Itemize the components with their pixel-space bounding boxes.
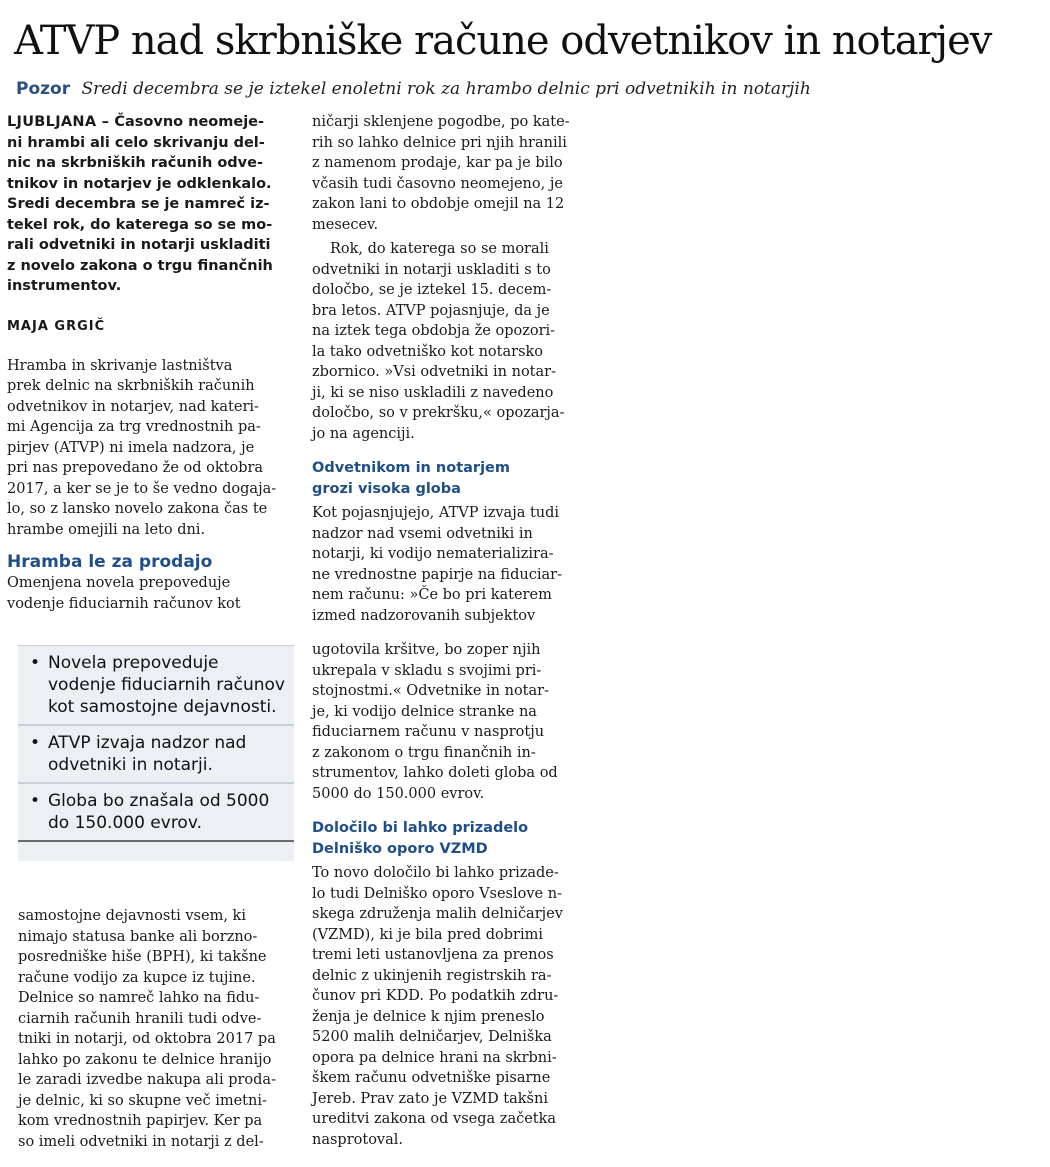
text-line: samostojne dejavnosti vsem, ki bbox=[18, 908, 246, 924]
text-line: la tako odvetniško kot notarsko bbox=[312, 343, 544, 360]
body-paragraph-2 bbox=[7, 573, 283, 614]
section-heading-line: Določilo bi lahko prizadelo bbox=[312, 820, 529, 836]
text-line: strumentov, lahko doleti globa od bbox=[312, 765, 558, 781]
text-line: delnic z ukinjenih registrskih ra- bbox=[312, 967, 552, 984]
highlight-item bbox=[18, 784, 294, 842]
text-line: mesecev. bbox=[312, 216, 379, 233]
text-line: skega združenja malih delničarjev bbox=[312, 906, 563, 922]
dateline: LJUBLJANA – bbox=[7, 114, 110, 130]
text-line: bra letos. ATVP pojasnjuje, da je bbox=[312, 302, 550, 319]
lead-line: z novelo zakona o trgu finančnih bbox=[7, 257, 273, 274]
section-heading bbox=[312, 458, 590, 499]
text-line: je delnic, ki so skupne več imetni- bbox=[18, 1092, 267, 1109]
text-line: odvetnikov in notarjev, nad kateri- bbox=[7, 398, 259, 415]
text-line: jo na agenciji. bbox=[312, 425, 415, 442]
text-line: ženja je delnice k njim preneslo bbox=[312, 1008, 545, 1025]
text-line: škem računu odvetniške pisarne bbox=[312, 1070, 551, 1086]
text-line: zbornico. »Vsi odvetniki in notar- bbox=[312, 364, 556, 380]
body-paragraph-6 bbox=[312, 503, 590, 626]
text-line: kom vrednostnih papirjev. Ker pa bbox=[18, 1113, 263, 1129]
text-line: ne vrednostne papirje na fiduciar- bbox=[312, 566, 562, 583]
author-byline: MAJA GRGIČ bbox=[7, 318, 106, 334]
text-line: vodenje fiduciarnih računov kot bbox=[7, 595, 241, 612]
text-line: lo, so z lansko novelo zakona čas te bbox=[7, 501, 268, 517]
highlight-text: ATVP izvaja nadzor nad odvetniki in notarji. bbox=[48, 733, 247, 775]
text-line: ničarji sklenjene pogodbe, po kate- bbox=[312, 114, 570, 130]
column-2 bbox=[312, 112, 590, 1150]
bullet-icon: • bbox=[30, 791, 41, 811]
text-line: ukrepala v skladu s svojimi pri- bbox=[312, 662, 542, 679]
section-heading-line: Delniško oporo VZMD bbox=[312, 840, 488, 857]
text-line: 5200 malih delničarjev, Delniška bbox=[312, 1029, 552, 1045]
text-line: pirjev (ATVP) ni imela nadzora, je bbox=[7, 439, 255, 456]
text-line: notarji, ki vodijo nematerializira- bbox=[312, 546, 554, 562]
text-line: stojnostmi.« Odvetnike in notar- bbox=[312, 683, 549, 699]
body-paragraph-4 bbox=[312, 112, 590, 235]
text-line: na iztek tega obdobja že opozori- bbox=[312, 323, 556, 339]
body-paragraph-1 bbox=[7, 356, 283, 541]
section-heading: Hramba le za prodajo bbox=[7, 552, 213, 572]
lead-line: instrumentov. bbox=[7, 278, 122, 294]
text-line: izmed nadzorovanih subjektov bbox=[312, 607, 536, 624]
text-line: nem računu: »Če bo pri katerem bbox=[312, 587, 552, 603]
text-line: fiduciarnem računu v nasprotju bbox=[312, 724, 545, 740]
text-line: nimajo statusa banke ali borzno- bbox=[18, 928, 258, 945]
subheadline-row bbox=[16, 78, 1036, 102]
section-heading-line: grozi visoka globa bbox=[312, 480, 461, 497]
lead-line: nic na skrbniških računih odve- bbox=[7, 155, 263, 171]
text-line: tremi leti ustanovljena za prenos bbox=[312, 947, 554, 963]
headline: ATVP nad skrbniške račune odvetnikov in notarjev bbox=[14, 18, 992, 64]
text-line: lahko po zakonu te delnice hranijo bbox=[18, 1051, 272, 1068]
text-line: 2017, a ker se je to še vedno dogaja- bbox=[7, 480, 277, 497]
text-line: prek delnic na skrbniških računih bbox=[7, 378, 255, 394]
lead-line: tnikov in notarjev je odklenkalo. bbox=[7, 175, 272, 192]
lead-line: tekel rok, do katerega so se mo- bbox=[7, 216, 273, 233]
section-heading-line: Odvetnikom in notarjem bbox=[312, 460, 510, 476]
text-line: (VZMD), ki je bila pred dobrimi bbox=[312, 926, 544, 943]
text-line: Kot pojasnjujejo, ATVP izvaja tudi bbox=[312, 505, 560, 521]
text-line: pri nas prepovedano že od oktobra bbox=[7, 460, 264, 476]
text-line: 5000 do 150.000 evrov. bbox=[312, 785, 485, 802]
body-paragraph-3 bbox=[18, 906, 294, 1152]
lead-line: rali odvetniki in notarji uskladiti bbox=[7, 237, 271, 253]
text-line: včasih tudi časovno neomejeno, je bbox=[312, 175, 563, 192]
highlights-box bbox=[18, 645, 294, 861]
highlight-item bbox=[18, 646, 294, 726]
text-line: Delnice so namreč lahko na fidu- bbox=[18, 990, 260, 1006]
text-line: določbo, se je iztekel 15. decem- bbox=[312, 282, 552, 298]
text-line: Omenjena novela prepoveduje bbox=[7, 575, 231, 591]
highlight-text: Globa bo znašala od 5000 do 150.000 evrov. bbox=[48, 791, 270, 833]
text-line: nasprotoval. bbox=[312, 1131, 404, 1148]
highlight-text: Novela prepoveduje vodenje fiduciarnih računov kot samostojne dejavnosti. bbox=[48, 653, 285, 717]
text-line: To novo določilo bi lahko prizade- bbox=[312, 865, 559, 881]
text-line: so imeli odvetniki in notarji z del- bbox=[18, 1133, 264, 1150]
body-paragraph-7 bbox=[312, 640, 590, 804]
text-line: hrambe omejili na leto dni. bbox=[7, 521, 206, 538]
text-line: nadzor nad vsemi odvetniki in bbox=[312, 525, 533, 542]
column-1 bbox=[7, 112, 283, 614]
text-line: čunov pri KDD. Po podatkih zdru- bbox=[312, 988, 559, 1004]
lead-paragraph bbox=[7, 112, 283, 297]
text-line: določbo, so v prekršku,« opozarja- bbox=[312, 405, 565, 421]
bullet-icon: • bbox=[30, 653, 41, 673]
lead-line: Časovno neomeje- bbox=[114, 114, 265, 130]
text-line: z namenom prodaje, kar pa je bilo bbox=[312, 155, 563, 171]
section-heading bbox=[312, 818, 590, 859]
kicker: Pozor bbox=[16, 79, 71, 99]
text-line: tniki in notarji, od oktobra 2017 pa bbox=[18, 1031, 276, 1047]
text-line: zakon lani to obdobje omejil na 12 bbox=[312, 196, 565, 212]
bullet-icon: • bbox=[30, 733, 41, 753]
text-line: Rok, do katerega so se morali bbox=[330, 241, 549, 257]
text-line: Jereb. Prav zato je VZMD takšni bbox=[312, 1090, 548, 1107]
text-line: odvetniki in notarji uskladiti s to bbox=[312, 261, 551, 278]
text-line: Hramba in skrivanje lastništva bbox=[7, 357, 233, 374]
lead-line: Sredi decembra se je namreč iz- bbox=[7, 196, 270, 212]
text-line: ugotovila kršitve, bo zoper njih bbox=[312, 642, 541, 658]
text-line: posredniške hiše (BPH), ki takšne bbox=[18, 949, 267, 965]
text-line: račune vodijo za kupce iz tujine. bbox=[18, 969, 256, 986]
text-line: lo tudi Delniško oporo Vseslove n- bbox=[312, 885, 562, 902]
text-line: ureditvi zakona od vsega začetka bbox=[312, 1111, 557, 1127]
text-line: rih so lahko delnice pri njih hranili bbox=[312, 134, 567, 151]
highlight-item bbox=[18, 726, 294, 784]
text-line: je, ki vodijo delnice stranke na bbox=[312, 703, 537, 720]
text-line: mi Agencija za trg vrednostnih pa- bbox=[7, 419, 261, 435]
text-line: le zaradi izvedbe nakupa ali proda- bbox=[18, 1072, 276, 1088]
text-line: opora pa delnice hrani na skrbni- bbox=[312, 1049, 557, 1066]
lead-line: ni hrambi ali celo skrivanju del- bbox=[7, 134, 265, 151]
text-line: ciarnih računih hranili tudi odve- bbox=[18, 1010, 262, 1027]
body-paragraph-5 bbox=[312, 239, 590, 444]
text-line: ji, ki se niso uskladili z navedeno bbox=[312, 384, 554, 401]
body-paragraph-8 bbox=[312, 863, 590, 1150]
text-line: z zakonom o trgu finančnih in- bbox=[312, 744, 536, 761]
subtitle: Sredi decembra se je iztekel enoletni rok za hrambo delnic pri odvetnikih in notarjih bbox=[81, 79, 811, 99]
